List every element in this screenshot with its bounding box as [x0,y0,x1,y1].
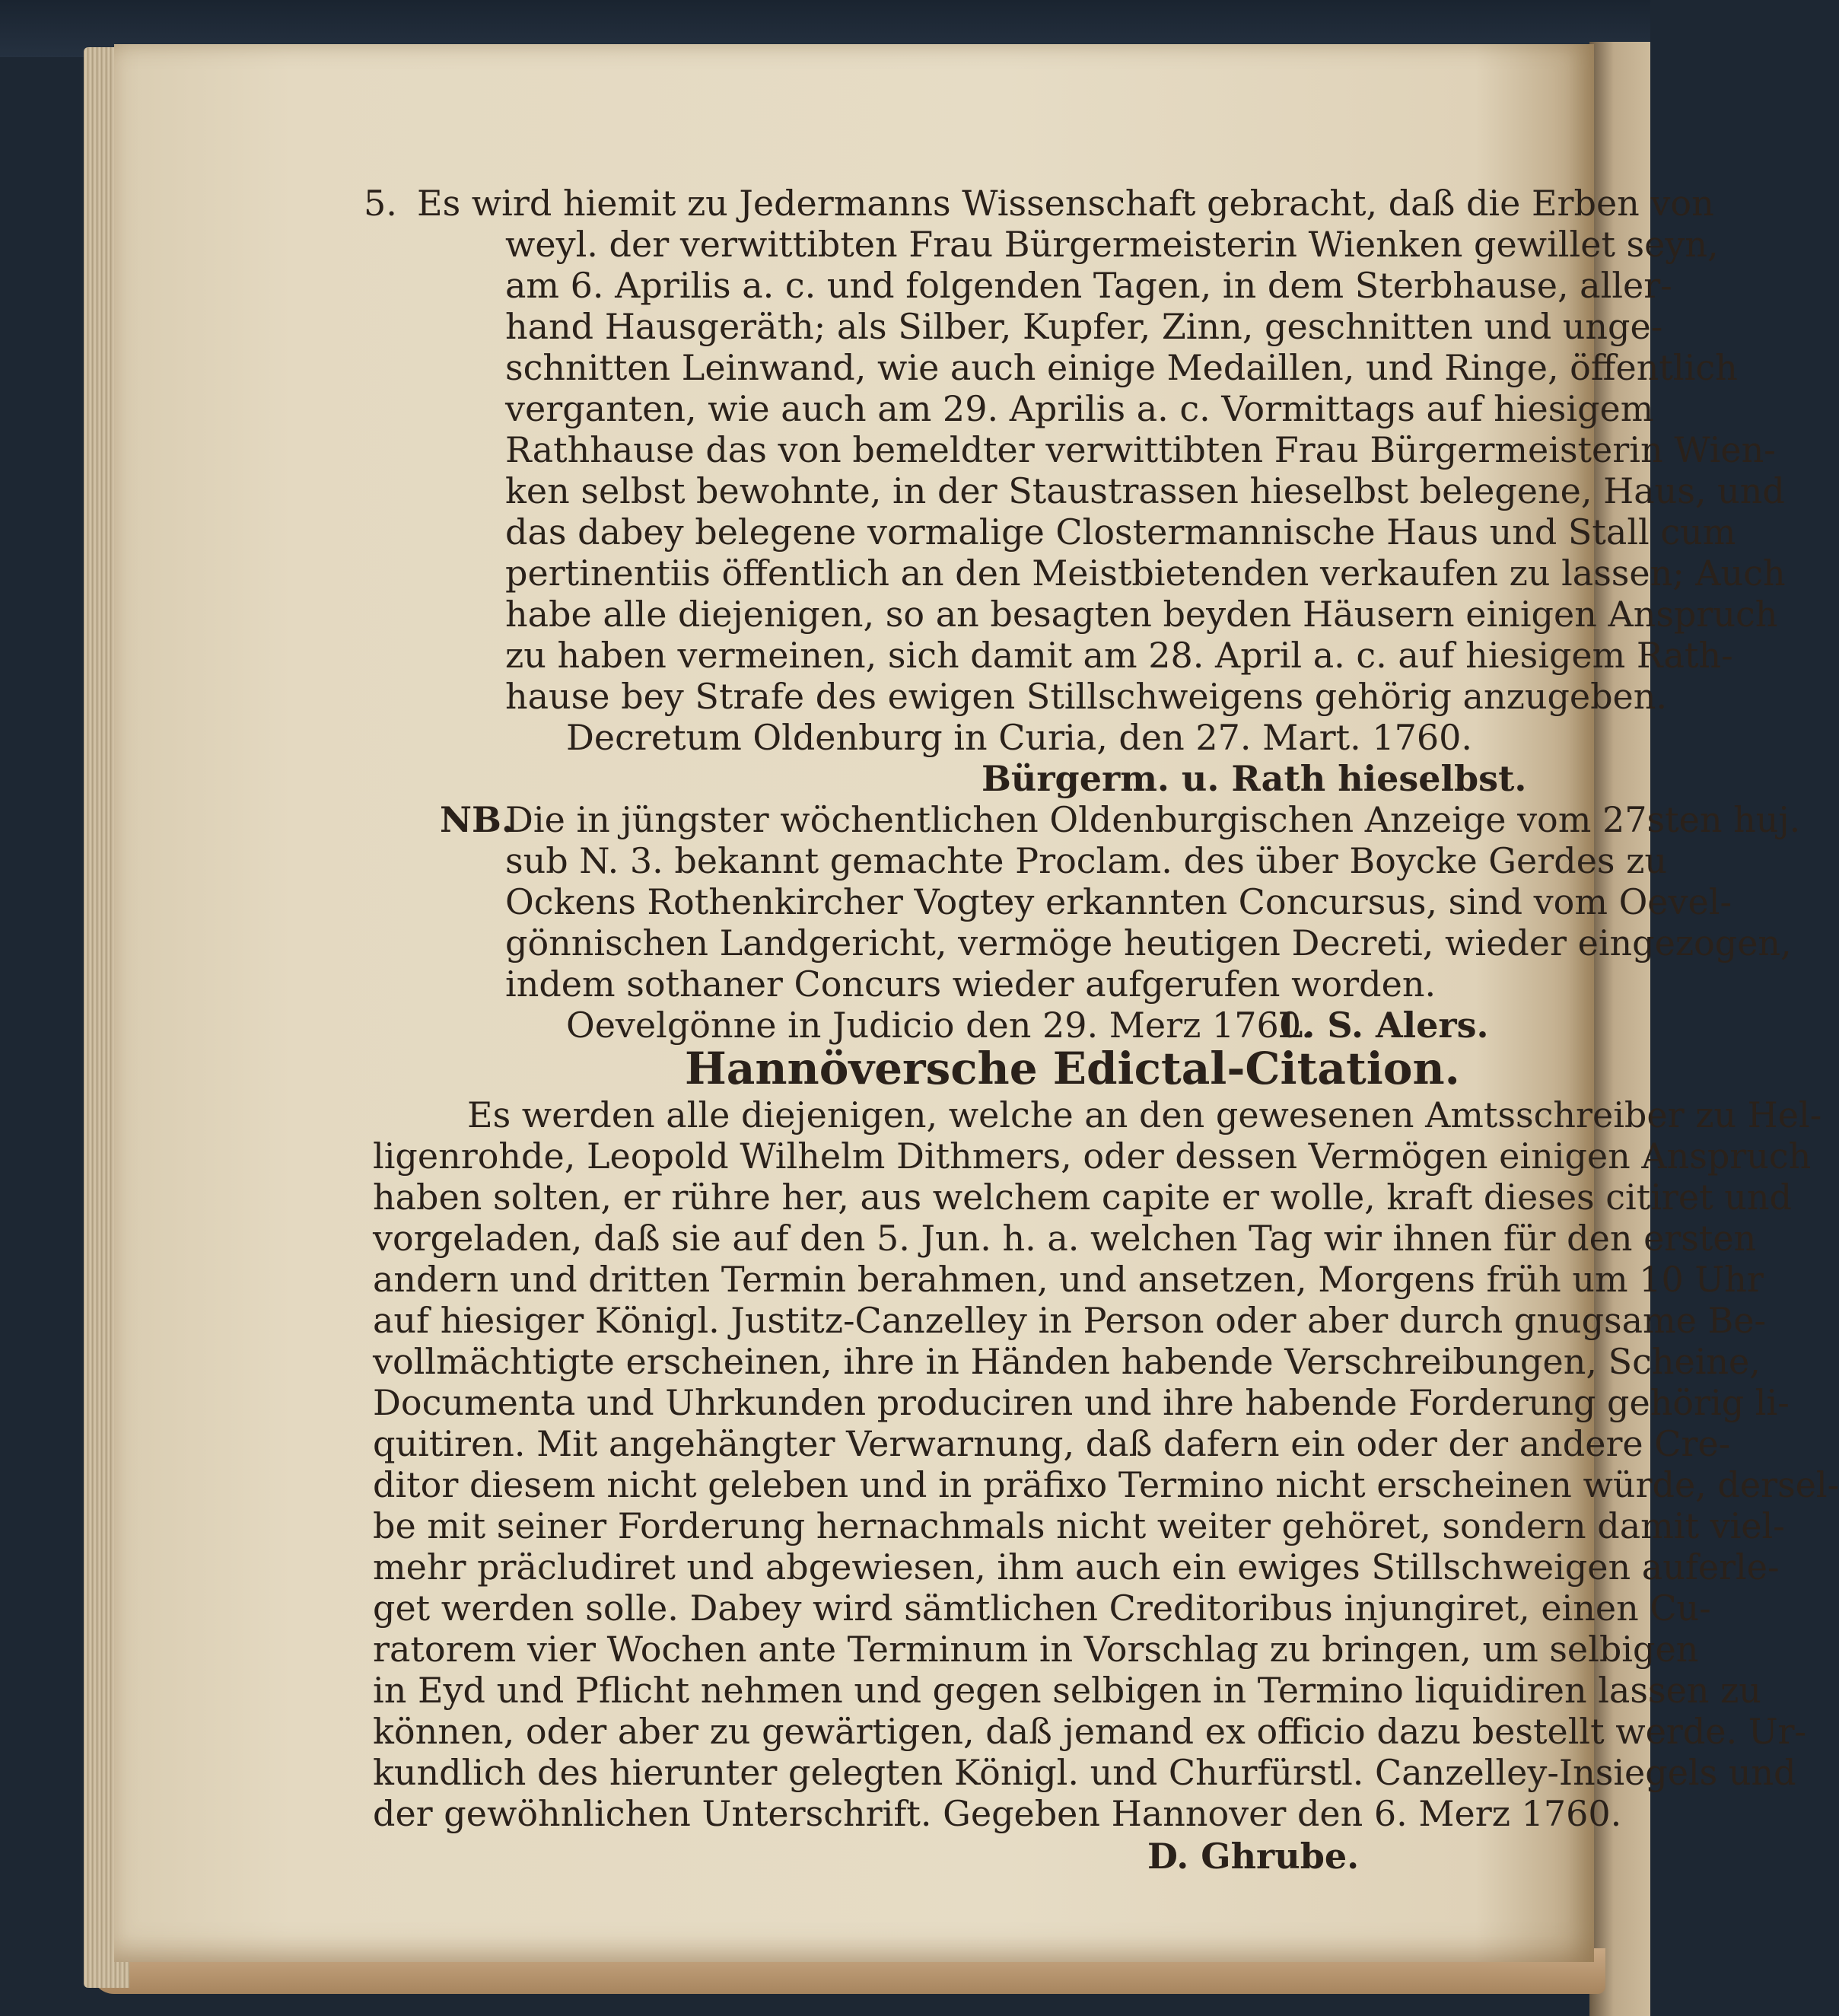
nb-label: NB. [440,799,514,840]
hannover-line: vollmächtigte erscheinen, ihre in Händen habende Verschreibungen, Scheine, [373,1341,1761,1382]
notice-heading: Hannöversche Edictal-Citation. [685,1043,1460,1094]
notice1-line: das dabey belegene vormalige Clostermannische Haus und Stall cum [505,511,1736,553]
nb-line: indem sothaner Concurs wieder aufgerufen worden. [505,963,1437,1005]
notice1-line: Rathhause das von bemeldter verwittibten Frau Bürgermeisterin Wien- [505,429,1776,470]
hannover-line: der gewöhnlichen Unterschrift. Gegeben Hannover den 6. Merz 1760. [373,1793,1622,1834]
nb-signature: L. S. Alers. [1278,1005,1489,1046]
notice1-line: pertinentiis öffentlich an den Meistbietenden verkaufen zu lassen; Auch [505,553,1786,594]
notice1-line: habe alle diejenigen, so an besagten beyden Häusern einigen Anspruch [505,594,1778,635]
notice1-line: weyl. der verwittibten Frau Bürgermeisterin Wienken gewillet seyn, [505,224,1719,265]
notice1-line: am 6. Aprilis a. c. und folgenden Tagen, in dem Sterbhause, aller- [505,265,1672,306]
hannover-line: get werden solle. Dabey wird sämtlichen Creditoribus injungiret, einen Cu- [373,1588,1711,1629]
hannover-line: können, oder aber zu gewärtigen, daß jemand ex officio dazu bestellt werde. Ur- [373,1711,1807,1752]
notice1-line: Es wird hiemit zu Jedermanns Wissenschaft gebracht, daß die Erben von [417,183,1714,224]
hannover-line: ditor diesem nicht geleben und in präfixo Termino nicht erscheinen würde, dersel- [373,1464,1839,1505]
council-signature: Bürgerm. u. Rath hieselbst. [982,758,1527,799]
nb-line: sub N. 3. bekannt gemachte Proclam. des über Boycke Gerdes zu [505,840,1668,881]
hannover-line: in Eyd und Pflicht nehmen und gegen selbigen in Termino liquidiren lassen zu [373,1670,1761,1711]
hannover-line: haben solten, er rühre her, aus welchem capite er wolle, kraft dieses citiret und [373,1177,1792,1218]
hannover-line: mehr präcludiret und abgewiesen, ihm auch ein ewiges Stillschweigen auferle- [373,1546,1780,1588]
hannover-line: auf hiesiger Königl. Justitz-Canzelley in Person oder aber durch gnugsame Be- [373,1300,1767,1341]
nb-line: Ockens Rothenkircher Vogtey erkannten Concursus, sind vom Oevel- [505,881,1732,922]
hannover-line: ratorem vier Wochen ante Terminum in Vorschlag zu bringen, um selbigen [373,1629,1699,1670]
notice1-line: schnitten Leinwand, wie auch einige Medaillen, und Ringe, öffentlich [505,347,1738,388]
hannover-line: be mit seiner Forderung hernachmals nicht weiter gehöret, sondern damit viel- [373,1505,1785,1546]
nb-line: gönnischen Landgericht, vermöge heutigen Decreti, wieder eingezogen, [505,922,1792,963]
hannover-signature: D. Ghrube. [1147,1836,1360,1877]
hannover-line: ligenrohde, Leopold Wilhelm Dithmers, oder dessen Vermögen einigen Anspruch [373,1135,1812,1177]
hannover-line: Es werden alle diejenigen, welche an den gewesenen Amtsschreiber zu Hel- [467,1094,1822,1135]
notice1-line: zu haben vermeinen, sich damit am 28. April a. c. auf hiesigem Rath- [505,635,1733,676]
nb-line: Die in jüngster wöchentlichen Oldenburgischen Anzeige vom 27sten huj. [505,799,1801,840]
notice1-line: ken selbst bewohnte, in der Staustrassen hieselbst belegene, Haus, und [505,470,1785,511]
hannover-line: kundlich des hierunter gelegten Königl. und Churfürstl. Canzelley-Insiegels und [373,1752,1796,1793]
decree-line: Decretum Oldenburg in Curia, den 27. Mart. 1760. [566,717,1473,758]
hannover-line: Documenta und Uhrkunden produciren und ihre habende Forderung gehörig li- [373,1382,1790,1423]
notice1-line: hause bey Strafe des ewigen Stillschweigens gehörig anzugeben. [505,676,1668,717]
notice-number: 5. [364,183,397,224]
nb-place-date: Oevelgönne in Judicio den 29. Merz 1760. [566,1005,1312,1046]
hannover-line: andern und dritten Termin berahmen, und ansetzen, Morgens früh um 10 Uhr [373,1259,1764,1300]
hannover-line: quitiren. Mit angehängter Verwarnung, daß dafern ein oder der andere Cre- [373,1423,1731,1464]
notice1-line: hand Hausgeräth; als Silber, Kupfer, Zinn, geschnitten und unge- [505,306,1663,347]
hannover-line: vorgeladen, daß sie auf den 5. Jun. h. a. welchen Tag wir ihnen für den ersten [373,1218,1757,1259]
notice1-line: verganten, wie auch am 29. Aprilis a. c. Vormittags auf hiesigem [505,388,1654,429]
